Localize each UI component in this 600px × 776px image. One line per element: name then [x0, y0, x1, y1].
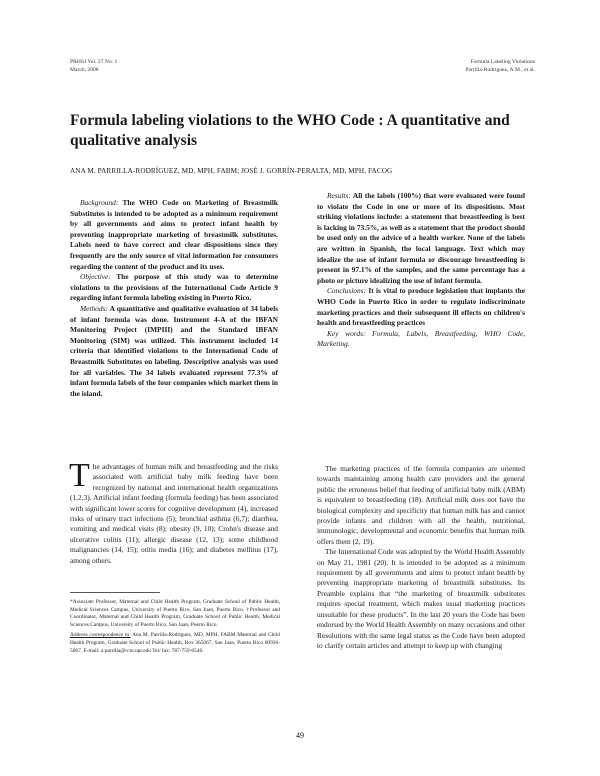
body-left-column — [69, 457, 278, 566]
article-title: Formula labeling violations to the WHO Code : A quantitative and qualitative analysis — [70, 112, 510, 149]
footnotes — [70, 599, 280, 658]
author-list: ANA M. PARRILLA-RODRÍGUEZ, MD, MPH, FABM; JOSÉ J. GORRÍN-PERALTA, MD, MPH, FACOG — [70, 167, 393, 175]
abstract-right-column — [317, 191, 525, 350]
drop-cap: T — [69, 457, 90, 494]
abstract-methods — [70, 304, 278, 399]
results-text: All the labels (100%) that were evaluated were found to violate the Code in one or more of its dispositions. Most striking violations include: a statement that breastfeeding is best is lacking in 73.5%, as well as a statement that the product should be used only on the advice of a health worker. None of the labels are written in Spanish, the local language. Text which may idealize the use of infant formula or discourage breastfeeding is present in 97.1% of the samples, and the same percentage has a photo or picture idealizing the use of infant formula. — [317, 191, 525, 285]
abstract-conclusions — [317, 286, 525, 328]
objective-label: Objective: — [80, 272, 111, 282]
keywords-label: Key words: — [327, 328, 366, 338]
abstract-keywords — [317, 329, 525, 350]
body-right-column — [317, 464, 525, 651]
author-affiliations: *Associate Professor, Maternal and Child Health Program, Graduate School of Public Health, Medical Sciences Campus, University of Puerto Rico, San Juan, Puerto Rico. †Professor and Coordinator, Maternal and Child Health Program, Graduate School of Public Health, Medical Sciences Campus, University of Puerto Rico, San Juan, Puerto Rico. — [70, 599, 280, 628]
abstract-results — [317, 191, 525, 286]
running-header-right — [465, 58, 535, 74]
address-label: Address correspondence to: — [70, 632, 131, 639]
running-title: Formula Labeling Violations — [470, 59, 535, 65]
address-text: Ana M. Parrilla-Rodríguez, MD, MPH, FABM Maternal and Child Health Program, Graduate School of Public Health, Box 365067, San Juan, Puerto Rico 00936-5067. E-mail: a.parrilla@rcm.upr.edu Tel/ fax: 787-759-6546. — [70, 632, 280, 654]
running-header-left — [70, 58, 117, 74]
intro-text: he advantages of human milk and breastfeeding and the risks associated with artificial baby milk feeding have been recognized by national and international health organizations (1,2,3). Artificial infant feeding (formula feeding) has been associated with significant lower scores for cognitive development (4), increased risks of urinary tract infections (5); bronchial asthma (6,7); diarrhea, vomiting and medical visits (8); obesity (9, 10); Crohn's disease and ulcerative colitis (11); allergic disease (12, 13); some childhood malignancies (14, 15); otitis media (16); and diabetes mellitus (17), among others. — [70, 462, 278, 565]
journal-volume: PRHSJ Vol. 27 No. 1 — [70, 59, 118, 65]
background-label: Background: — [80, 198, 119, 207]
methods-label: Methods: — [80, 303, 108, 313]
page-number: 49 — [296, 731, 304, 740]
conclusions-label: Conclusions: — [327, 286, 367, 296]
background-text: The WHO Code on Marketing of Breastmilk Substitutes is intended to be adopted as a minimum requirement by all governments and aims to protect infant health by preventing inappropriate marketing of breastmilk substitutes. Labels need to have correct and clear dispositions since they frequently are the only source of vital information for consumers regarding the content of the product and its uses. — [70, 198, 278, 271]
keywords-text: Formula, Labels, Breastfeeding, WHO Code, Marketing. — [317, 328, 525, 349]
objective-text: The purpose of this study was to determine violations to the provisions of the International Code Article 9 regarding infant formula labeling existing in Puerto Rico. — [70, 272, 278, 303]
marketing-paragraph: The marketing practices of the formula companies are oriented towards maintaining among health care providers and the general public the erroneous belief that feeding of artificial baby milk (ABM) is equivalent to breastfeeding (18). Artificial milk does not have the biological complexity and specificity that human milk has and cannot provide infants and children with all the health, nutritional, immunologic, developmental and economic benefits that human milk offers them (2, 19). — [317, 464, 525, 546]
correspondence-address — [70, 632, 280, 655]
running-authors: Parrilla-Rodríguez, A.M., et al. — [465, 67, 535, 73]
abstract-objective — [70, 272, 278, 304]
code-paragraph: The International Code was adopted by the World Health Assembly on May 21, 1981 (20). It is intended to be adopted as a minimum requirement by all governments and aims to protect infant health by preventing inappropriate marketing of breastmilk substitutes. Its Preamble explains that “the marketing of breastmilk substitutes requires special treatment, which makes usual marketing practices unsuitable for these products”. In the last 20 years the Code has been endorsed by the World Health Assembly on many occasions and other Resolutions with the same legal status as the Code have been adopted to clarify certain articles and attempt to keep up with changing — [317, 547, 525, 650]
intro-paragraph — [69, 457, 278, 566]
results-label: Results: — [327, 191, 351, 200]
conclusions-text: It is vital to produce legislation that implants the WHO Code in Puerto Rico in order to regulate indiscriminate marketing practices and their subsequent ill effects on children's health and breastfeeding practices — [317, 286, 525, 328]
abstract-left-column — [70, 198, 278, 399]
footnote-divider — [70, 592, 160, 593]
methods-text: A quantitative and qualitative evaluation of 34 labels of infant formula was done. Instrument 4-A of the IBFAN Monitoring Project (IMPIII) and the Standard IBFAN Monitoring (SIM) was utilized. This instrument included 14 criteria that identified violations to the International Code of Breastmilk Substitutes on labeling. Descriptive analysis was used for all variables. The 34 labels evaluated represent 77.3% of infant formula labels of the four companies which market them in the island. — [70, 303, 278, 398]
abstract-background — [70, 198, 278, 272]
journal-date: March, 2008 — [70, 67, 99, 73]
